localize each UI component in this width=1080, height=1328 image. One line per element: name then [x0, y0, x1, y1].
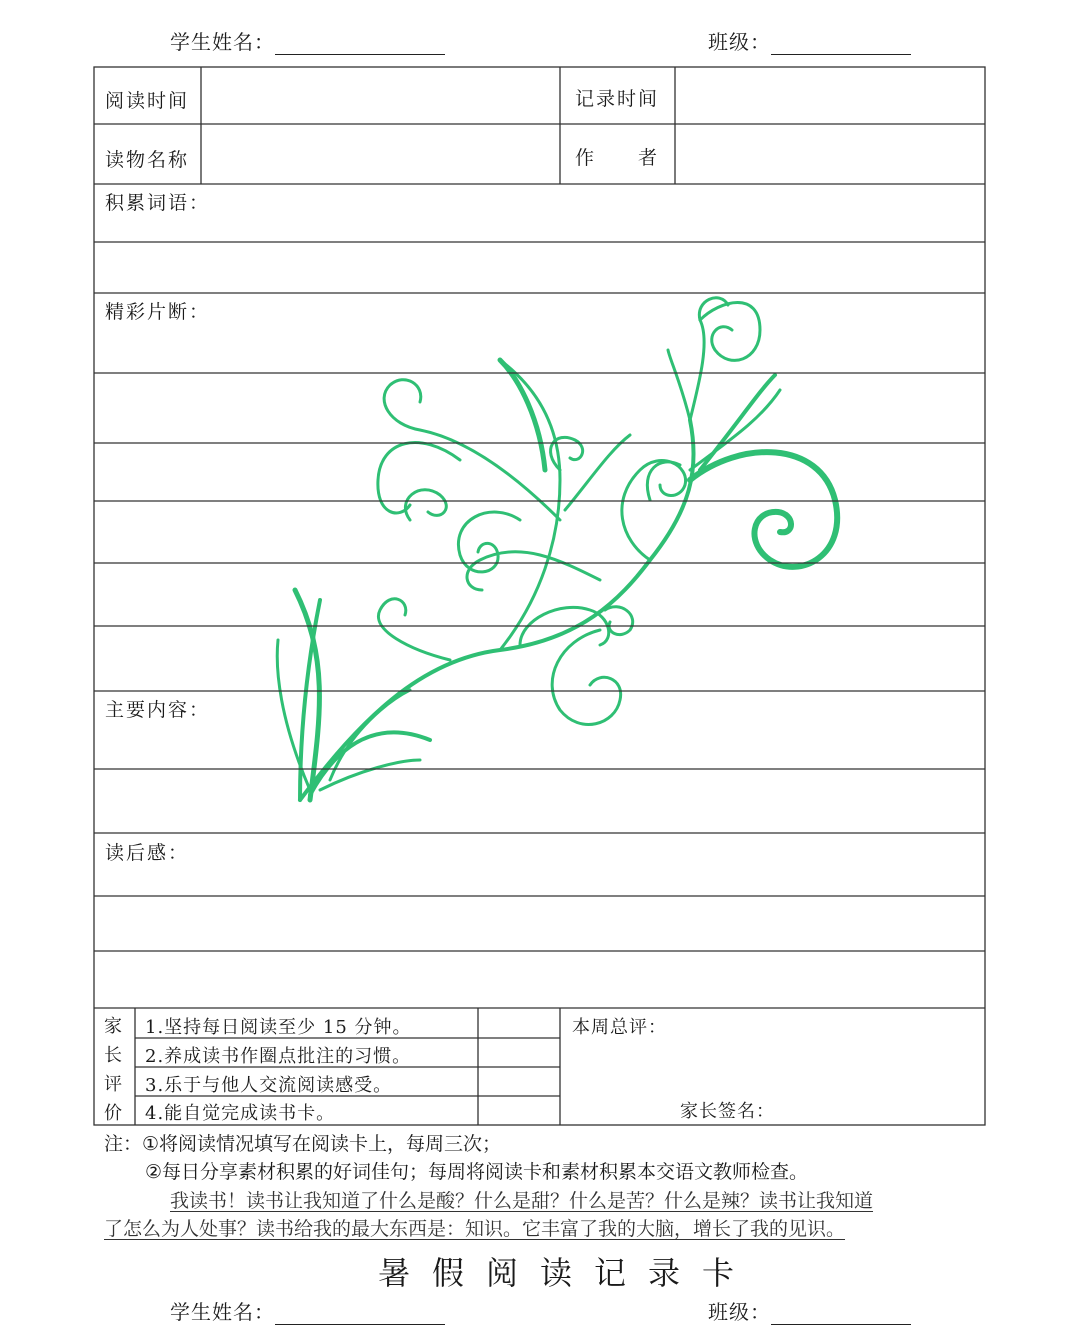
- footer-student-name-label: 学生姓名：: [170, 1300, 275, 1324]
- footer-class-row: [708, 1296, 911, 1325]
- words-label: 积累词语：: [105, 192, 211, 214]
- eval-check-4[interactable]: [480, 1098, 558, 1124]
- author-field[interactable]: [678, 127, 982, 182]
- parent-eval-side-2: 长: [104, 1045, 123, 1066]
- reading-time-field[interactable]: [204, 70, 557, 122]
- book-name-field[interactable]: [204, 127, 557, 182]
- record-time-field[interactable]: [678, 70, 982, 122]
- parent-signature-label: 家长签名：: [680, 1101, 775, 1122]
- eval-check-3[interactable]: [480, 1069, 558, 1095]
- card-title: 暑假阅读记录卡: [378, 1254, 757, 1292]
- footer-student-name-row: [170, 1296, 445, 1325]
- eval-item-1: 1.坚持每日阅读至少 15 分钟。: [145, 1017, 412, 1038]
- book-name-label: 读物名称: [105, 149, 190, 171]
- footer-student-name-blank[interactable]: [275, 1302, 445, 1325]
- parent-eval-side-4: 价: [104, 1103, 123, 1124]
- parent-eval-side-1: 家: [104, 1016, 123, 1037]
- footer-class-blank[interactable]: [771, 1302, 911, 1325]
- quote-line-2: 了怎么为人处事？读书给我的最大东西是：知识。它丰富了我的大脑，增长了我的见识。: [104, 1218, 846, 1240]
- class-label: 班级：: [708, 30, 771, 54]
- reading-time-label: 阅读时间: [105, 90, 190, 112]
- note-line-1: 注：①将阅读情况填写在阅读卡上，每周三次；: [104, 1133, 502, 1155]
- record-time-label: 记录时间: [575, 88, 660, 110]
- summary-label: 主要内容：: [105, 699, 211, 721]
- eval-item-3: 3.乐于与他人交流阅读感受。: [145, 1075, 393, 1096]
- author-label: 作 者: [575, 147, 660, 169]
- eval-check-1[interactable]: [480, 1010, 558, 1037]
- eval-item-4: 4.能自觉完成读书卡。: [145, 1103, 336, 1124]
- reflection-label: 读后感：: [105, 842, 190, 864]
- note-line-2: ②每日分享素材积累的好词佳句；每周将阅读卡和素材积累本交语文教师检查。: [145, 1161, 809, 1183]
- weekly-review-label: 本周总评：: [572, 1017, 667, 1038]
- footer-class-label: 班级：: [708, 1300, 771, 1324]
- excerpt-label: 精彩片断：: [105, 301, 211, 323]
- eval-check-2[interactable]: [480, 1040, 558, 1066]
- student-name-label: 学生姓名：: [170, 30, 275, 54]
- quote-line-1: 我读书！读书让我知道了什么是酸？什么是甜？什么是苦？什么是辣？读书让我知道: [170, 1190, 874, 1212]
- eval-item-2: 2.养成读书作圈点批注的习惯。: [145, 1046, 412, 1067]
- parent-eval-side-3: 评: [104, 1074, 123, 1095]
